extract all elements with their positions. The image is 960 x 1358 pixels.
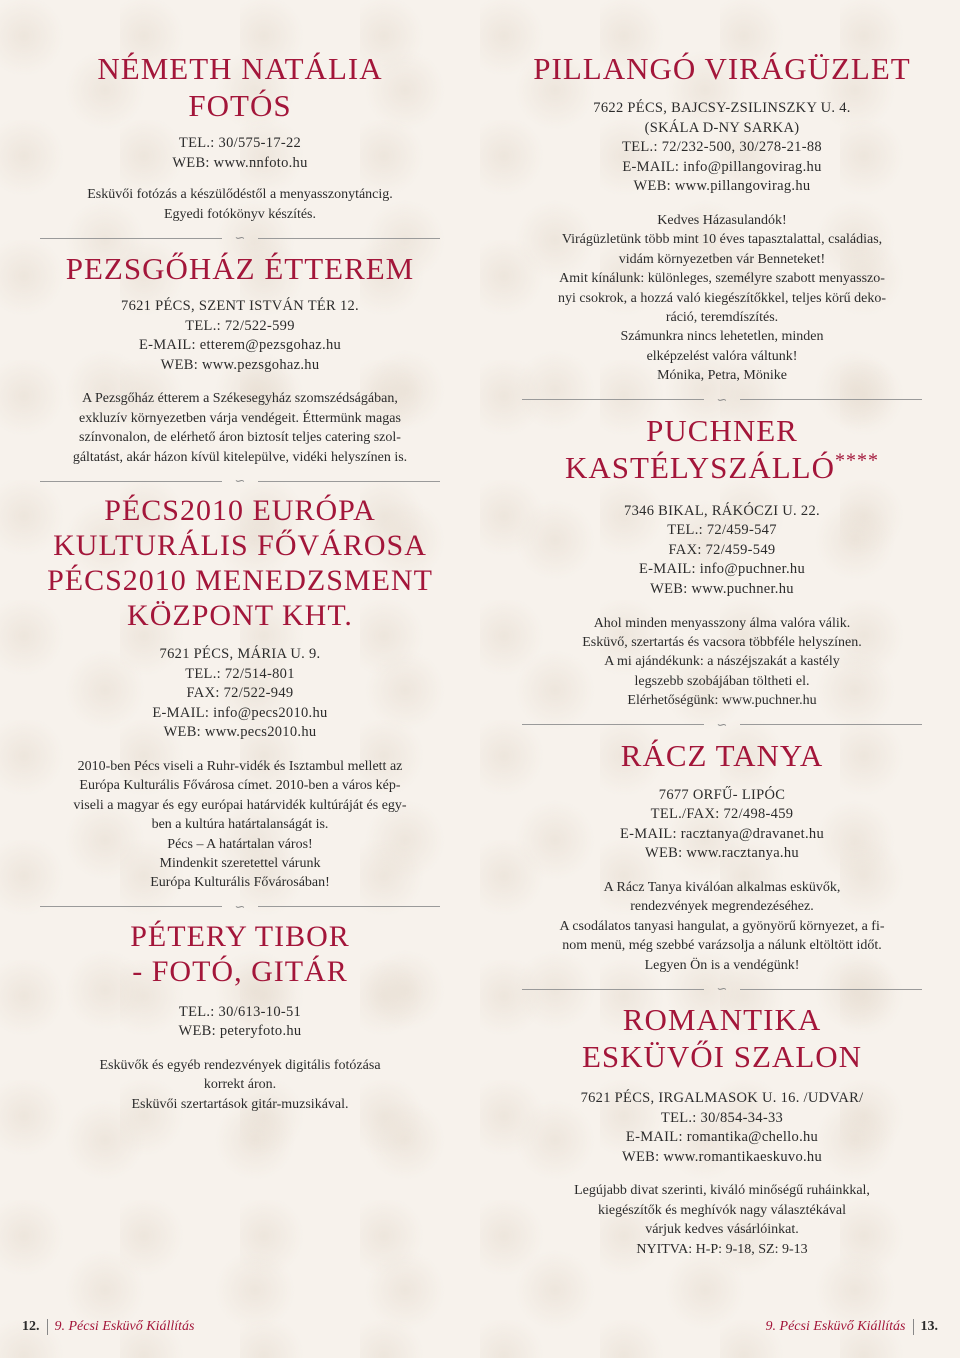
pecs2010-title-line-1: PÉCS2010 EURÓPA <box>104 494 376 527</box>
racz-tel: TEL./FAX: 72/498-459 <box>650 806 794 823</box>
petery-tel: TEL.: 30/613-10-51 <box>178 1003 302 1020</box>
section-divider <box>522 979 922 999</box>
nemeth-text-line: Egyedi fotókönyv készítés. <box>163 206 317 222</box>
romantika-address: 7621 PÉCS, IRGALMASOK U. 16. /UDVAR/ <box>580 1090 864 1107</box>
pecs2010-text-line: Európa Kulturális Fővárosában! <box>150 875 330 891</box>
pillango-text <box>522 211 922 386</box>
pecs2010-address: 7621 PÉCS, MÁRIA U. 9. <box>159 646 321 662</box>
pillango-text-line: Kedves Házasulandók! <box>657 212 787 228</box>
section-divider <box>40 471 440 491</box>
nemeth-info <box>40 134 440 173</box>
puchner-text-line: legszebb szobájában töltheti el. <box>634 673 810 689</box>
pillango-address-note: (SKÁLA D-NY SARKA) <box>644 119 800 136</box>
puchner-email: E-MAIL: info@puchner.hu <box>638 561 806 578</box>
pillango-email: E-MAIL: info@pillangovirag.hu <box>622 158 822 175</box>
pillango-text-line: Számunkra nincs lehetetlen, minden <box>620 329 824 345</box>
pecs2010-text-line: Pécs – A határtalan város! <box>167 836 313 852</box>
pezsgohaz-email: E-MAIL: etterem@pezsgohaz.hu <box>138 337 342 354</box>
racz-text-line: A Rácz Tanya kiválóan alkalmas esküvők, <box>603 880 841 895</box>
racz-text-line: nom menü, még szebbé varázsolja a nálunk eltöltött időt. <box>562 938 882 954</box>
pecs2010-title <box>40 493 440 633</box>
romantika-title <box>522 1001 922 1075</box>
puchner-tel: TEL.: 72/459-547 <box>667 522 777 539</box>
pezsgohaz-title <box>40 250 440 287</box>
petery-text-line: Esküvők és egyéb rendezvények digitális fotózása <box>99 1058 381 1073</box>
ornament-icon: ∽ <box>234 473 246 488</box>
pillango-text-line: Mónika, Petra, Mönike <box>657 368 787 384</box>
racz-email: E-MAIL: racztanya@dravanet.hu <box>619 825 825 842</box>
pillango-tel: TEL.: 72/232-500, 30/278-21-88 <box>622 139 822 156</box>
puchner-text-line: Elérhetőségünk: www.puchner.hu <box>627 693 817 709</box>
footer-label-left: 9. Pécsi Esküvő Kiállítás <box>54 1319 195 1335</box>
racz-title-line-1: RÁCZ TANYA <box>620 737 824 773</box>
right-column <box>522 0 922 1259</box>
puchner-fax: FAX: 72/459-549 <box>668 541 776 558</box>
racz-title <box>522 737 922 774</box>
ornament-icon: ∽ <box>716 981 728 997</box>
page-number-right: 13. <box>920 1319 938 1335</box>
footer-label-right: 9. Pécsi Esküvő Kiállítás <box>765 1319 906 1335</box>
pecs2010-text-line: ben a kultúra határtalanságát is. <box>151 817 329 833</box>
petery-section <box>40 919 440 1114</box>
nemeth-tel: TEL.: 30/575-17-22 <box>178 135 302 151</box>
puchner-section <box>522 412 922 711</box>
ornament-icon: ∽ <box>716 391 728 407</box>
romantika-web: WEB: www.romantikaeskuvo.hu <box>621 1148 823 1165</box>
romantika-text-line: NYITVA: H-P: 9-18, SZ: 9-13 <box>636 1241 808 1257</box>
racz-text-line: rendezvények megrendezéséhez. <box>630 899 814 915</box>
pillango-section <box>522 50 922 386</box>
puchner-text-line: Ahol minden menyasszony álma valóra válik. <box>593 615 851 631</box>
petery-web: WEB: peteryfoto.hu <box>178 1023 302 1040</box>
petery-text-line: Esküvői szertartások gitár-muzsikával. <box>131 1096 349 1112</box>
pecs2010-email: E-MAIL: info@pecs2010.hu <box>152 704 328 721</box>
pillango-title <box>522 50 922 87</box>
pecs2010-fax: FAX: 72/522-949 <box>186 685 294 702</box>
racz-text-line: Legyen Ön is a vendégünk! <box>644 957 800 973</box>
pezsgohaz-text-line: A Pezsgőház étterem a Székesegyház szomszédságában, <box>82 391 398 407</box>
pecs2010-section <box>40 493 440 893</box>
romantika-title-line-1: ROMANTIKA <box>622 1002 822 1038</box>
pecs2010-text-line: viseli a magyar és egy európai határvidék kultúráját és egy- <box>73 797 407 813</box>
pezsgohaz-section <box>40 250 440 467</box>
pecs2010-title-line-4: KÖZPONT KHT. <box>127 599 353 632</box>
romantika-title-line-2: ESKÜVŐI SZALON <box>581 1039 863 1075</box>
romantika-text-line: várjuk kedves vásárlóinkat. <box>645 1222 799 1238</box>
pillango-text-line: vidám környezetben vár Benneteket! <box>618 251 826 267</box>
puchner-stars: **** <box>834 449 879 472</box>
petery-title-line-1: PÉTERY TIBOR <box>130 919 350 953</box>
nemeth-title <box>40 50 440 124</box>
romantika-tel: TEL.: 30/854-34-33 <box>660 1109 784 1126</box>
pezsgohaz-web: WEB: www.pezsgohaz.hu <box>160 356 320 373</box>
pecs2010-tel: TEL.: 72/514-801 <box>185 665 295 682</box>
puchner-address: 7346 BIKAL, RÁKÓCZI U. 22. <box>624 502 820 519</box>
pecs2010-text <box>40 757 440 893</box>
nemeth-title-line-1: NÉMETH NATÁLIA <box>97 51 383 86</box>
pillango-text-line: Virágüzletünk több mint 10 éves tapasztalattal, családias, <box>561 232 883 248</box>
petery-text <box>40 1056 440 1114</box>
racz-info <box>522 786 922 864</box>
petery-title-line-2: - FOTÓ, GITÁR <box>132 954 348 988</box>
romantika-section <box>522 1001 922 1259</box>
pecs2010-text-line: 2010-ben Pécs viseli a Ruhr-vidék és Isztambul mellett az <box>77 758 403 774</box>
pezsgohaz-info <box>40 297 440 375</box>
section-divider <box>522 390 922 410</box>
romantika-text-line: Legújabb divat szerinti, kiváló minőségű ruháinkkal, <box>574 1183 870 1199</box>
puchner-title-line-1: PUCHNER <box>646 412 798 448</box>
pezsgohaz-text-line: gáltatást, akár házon kívül kitelepülve, vidéki helyszínen is. <box>72 449 408 465</box>
nemeth-section <box>40 50 440 224</box>
pillango-text-line: nyi csokrok, a hozzá való kiegészítőkkel, teljes körű deko- <box>557 290 887 306</box>
pecs2010-info <box>40 645 440 743</box>
pecs2010-text-line: Európa Kulturális Fővárosa címet. 2010-ben a város kép- <box>79 778 401 794</box>
pecs2010-title-line-2: KULTURÁLIS FŐVÁROSA <box>53 529 427 562</box>
racz-text <box>522 878 922 975</box>
petery-title <box>40 919 440 989</box>
pezsgohaz-address: 7621 PÉCS, SZENT ISTVÁN TÉR 12. <box>121 298 359 314</box>
footer-right <box>766 1319 938 1335</box>
romantika-email: E-MAIL: romantika@chello.hu <box>625 1129 819 1146</box>
footer-left <box>22 1319 194 1335</box>
page-number-left: 12. <box>22 1319 40 1335</box>
petery-text-line: korrekt áron. <box>203 1077 277 1093</box>
pillango-title-line-1: PILLANGÓ VIRÁGÜZLET <box>533 51 911 86</box>
left-column <box>40 0 440 1114</box>
ornament-icon: ∽ <box>234 230 246 245</box>
pillango-text-line: elképzelést valóra váltunk! <box>646 348 798 364</box>
section-divider <box>522 715 922 735</box>
ornament-icon: ∽ <box>234 898 246 914</box>
pillango-address: 7622 PÉCS, BAJCSY-ZSILINSZKY U. 4. <box>593 100 851 116</box>
racz-address: 7677 ORFŰ- LIPÓC <box>658 786 786 803</box>
pezsgohaz-text-line: színvonalon, de elérhető áron biztosít teljes catering szol- <box>79 430 401 446</box>
puchner-text-line: Esküvő, szertartás és vacsora többféle helyszínen. <box>582 635 862 650</box>
puchner-text <box>522 614 922 711</box>
pillango-text-line: ráció, teremdíszítés. <box>665 310 779 325</box>
pillango-text-line: Amit kínálunk: különleges, személyre szabott menyasszo- <box>559 271 885 287</box>
puchner-web: WEB: www.puchner.hu <box>650 581 794 597</box>
pillango-info <box>522 99 922 197</box>
pillango-web: WEB: www.pillangovirag.hu <box>633 178 811 195</box>
petery-info <box>40 1003 440 1042</box>
racz-web: WEB: www.racztanya.hu <box>645 845 799 862</box>
pezsgohaz-text <box>40 389 440 467</box>
romantika-text <box>522 1181 922 1259</box>
puchner-title-line-2 <box>522 449 922 486</box>
section-divider <box>40 897 440 917</box>
pecs2010-text-line: Mindenkit szeretettel várunk <box>159 856 321 871</box>
ornament-icon: ∽ <box>716 716 728 732</box>
nemeth-web: WEB: www.nnfoto.hu <box>172 154 308 171</box>
nemeth-text-line: Esküvői fotózás a készülődéstől a menyasszonytáncig. <box>87 187 393 203</box>
racz-text-line: A csodálatos tanyasi hangulat, a gyönyörű környezet, a fi- <box>559 918 885 934</box>
nemeth-title-line-2: FOTÓS <box>188 88 292 123</box>
romantika-text-line: kiegészítők és meghívók nagy választékával <box>597 1202 847 1218</box>
puchner-title <box>522 412 922 486</box>
pecs2010-web: WEB: www.pecs2010.hu <box>163 724 317 741</box>
puchner-info <box>522 502 922 600</box>
romantika-info <box>522 1089 922 1167</box>
pezsgohaz-tel: TEL.: 72/522-599 <box>185 317 295 334</box>
pecs2010-title-line-3: PÉCS2010 MENEDZSMENT <box>47 564 433 597</box>
section-divider <box>40 228 440 248</box>
nemeth-text <box>40 185 440 224</box>
pezsgohaz-text-line: exkluzív környezetben várja vendégeit. Éttermünk magas <box>79 410 401 426</box>
puchner-title-name: KASTÉLYSZÁLLÓ <box>565 449 835 485</box>
racz-section <box>522 737 922 975</box>
pezsgohaz-title-line-1: PEZSGŐHÁZ ÉTTEREM <box>65 251 415 286</box>
puchner-text-line: A mi ajándékunk: a nászéjszakát a kastély <box>604 654 840 670</box>
